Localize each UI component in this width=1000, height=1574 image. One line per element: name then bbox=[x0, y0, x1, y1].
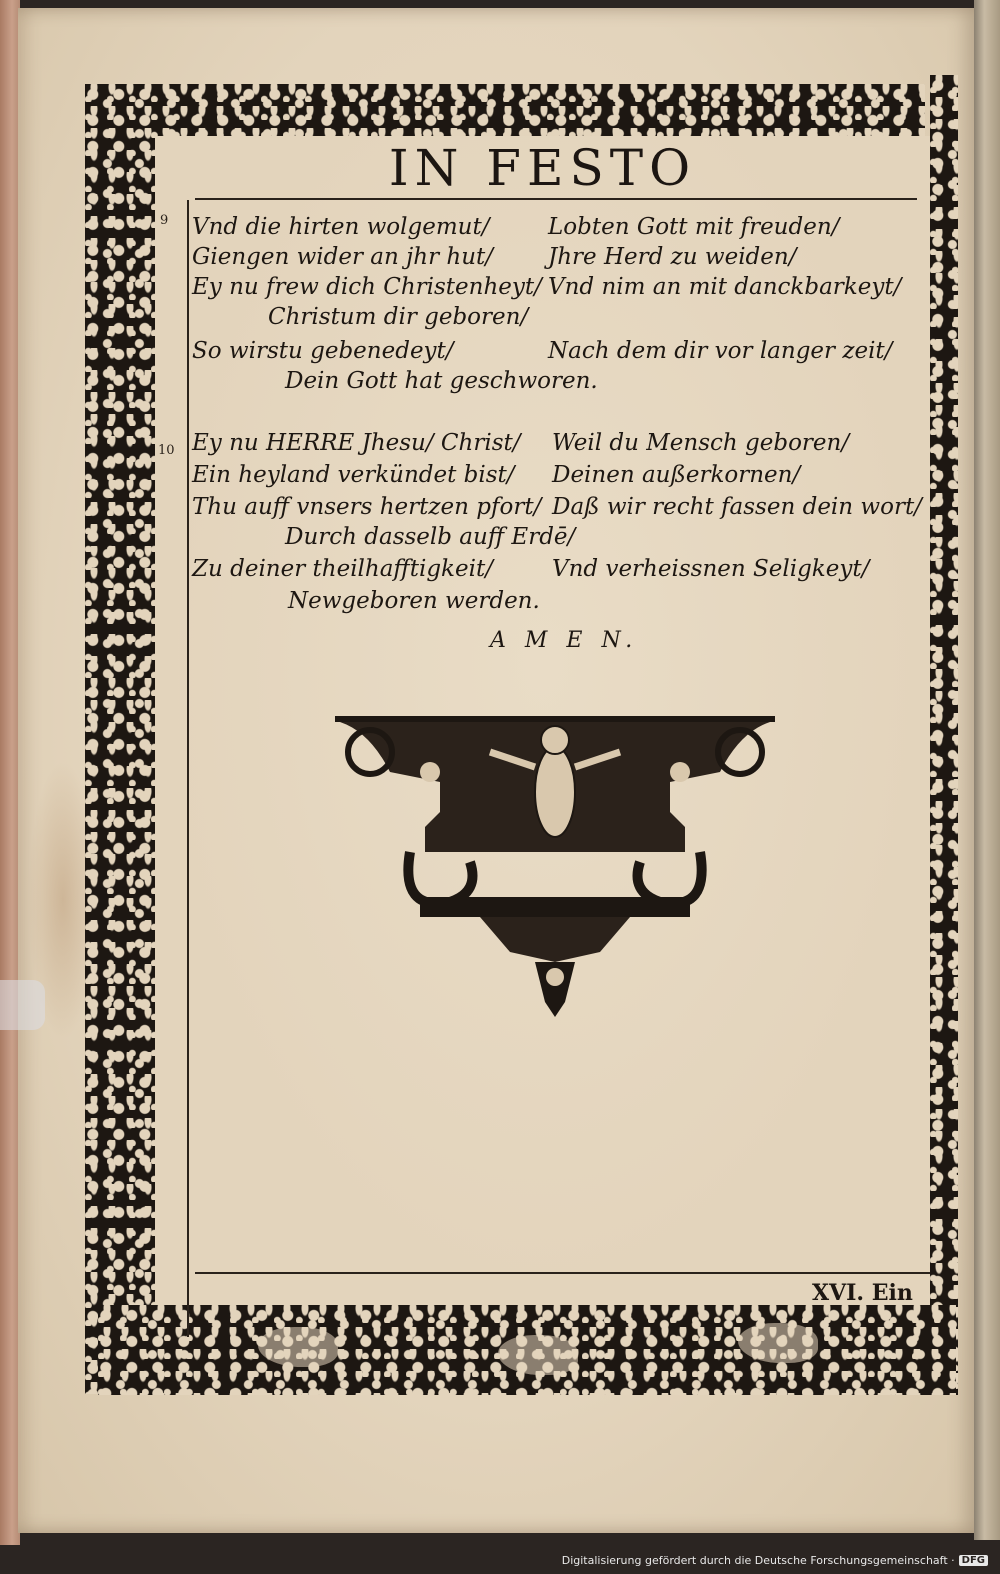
verse-line-right: Lobten Gott mit freuden/ bbox=[548, 214, 840, 240]
verse-line-right: Nach dem dir vor langer zeit/ bbox=[548, 338, 893, 364]
verse-number: 9 bbox=[160, 213, 169, 228]
frame-rule-top bbox=[195, 198, 917, 200]
ornamental-border-right bbox=[930, 75, 958, 1395]
verse-line-left: Thu auff vnsers hertzen pfort/ bbox=[192, 494, 542, 520]
ornamental-border-top bbox=[85, 84, 925, 136]
verse-line-left: Vnd die hirten wolgemut/ bbox=[192, 214, 490, 240]
verse-number: 10 bbox=[158, 443, 175, 458]
amen: A M E N. bbox=[490, 628, 639, 653]
book-edge bbox=[0, 0, 20, 1545]
verse-line-left: Ein heyland verkündet bist/ bbox=[192, 462, 515, 488]
verse-line-right: Weil du Mensch geboren/ bbox=[552, 430, 850, 456]
footer-text: Digitalisierung gefördert durch die Deutsche Forschungsgemeinschaft · bbox=[561, 1553, 955, 1567]
verse-line-left: Zu deiner theilhafftigkeit/ bbox=[192, 556, 493, 582]
verse-line-right: Vnd verheissnen Seligkeyt/ bbox=[552, 556, 870, 582]
page-clip bbox=[0, 980, 45, 1030]
page-title: IN FESTO bbox=[388, 139, 697, 197]
verse-line-left: So wirstu gebenedeyt/ bbox=[192, 338, 454, 364]
verse-line-right: Vnd nim an mit danckbarkeyt/ bbox=[548, 274, 902, 300]
bird-ornament bbox=[738, 1323, 818, 1363]
verse-line-right: Jhre Herd zu weiden/ bbox=[548, 244, 797, 270]
frame-rule-bottom bbox=[195, 1272, 930, 1274]
verse-line-center: Christum dir geboren/ bbox=[268, 304, 529, 330]
verse-line-left: Ey nu frew dich Christenheyt/ bbox=[192, 274, 542, 300]
ornamental-border-left bbox=[85, 84, 155, 1394]
verse-line-left: Giengen wider an jhr hut/ bbox=[192, 244, 493, 270]
dfg-logo: DFG bbox=[959, 1555, 988, 1566]
frame-rule-left bbox=[187, 200, 189, 1337]
bird-ornament bbox=[498, 1335, 578, 1375]
next-page-edge bbox=[974, 0, 1000, 1540]
woodcut-vignette bbox=[330, 712, 780, 1032]
verse-line-center: Durch dasselb auff Erdē/ bbox=[285, 524, 576, 550]
verse-line-left: Ey nu HERRE Jhesu/ Christ/ bbox=[192, 430, 521, 456]
verse-line-right: Daß wir recht fassen dein wort/ bbox=[552, 494, 922, 520]
bird-ornament bbox=[258, 1327, 338, 1367]
verse-line-center: Newgeboren werden. bbox=[288, 588, 540, 614]
verse-line-center: Dein Gott hat geschworen. bbox=[285, 368, 598, 394]
digitization-footer bbox=[562, 1552, 988, 1568]
catchword: XVI. Ein bbox=[812, 1280, 913, 1306]
verse-line-right: Deinen außerkornen/ bbox=[552, 462, 801, 488]
ornamental-border-bottom bbox=[98, 1305, 956, 1395]
